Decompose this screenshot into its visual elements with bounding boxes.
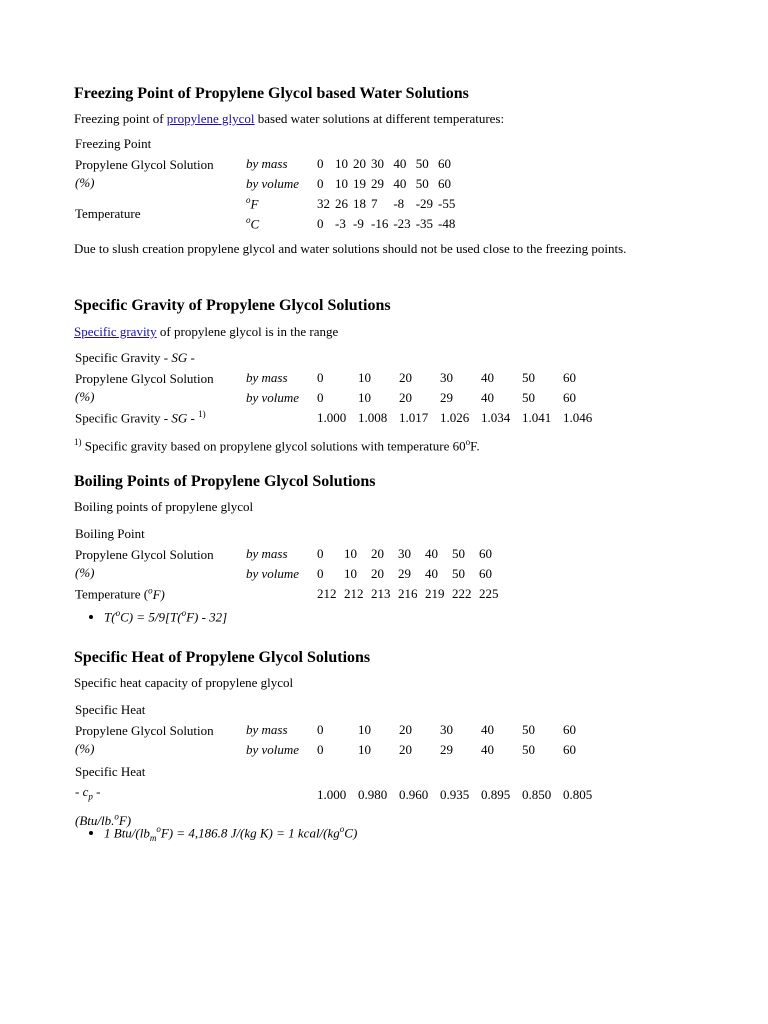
temp-c-cell: 0 xyxy=(317,216,324,231)
volume-cell: 20 xyxy=(371,566,384,581)
conversion-formula: • T($^o$C) = 5/9[T($^o$F) - 32] xyxy=(104,608,227,625)
specific-heat-label: Specific Heat - $c_p$ - (Btu/lb.$^o$F) xyxy=(75,764,146,828)
temp-cell: 219 xyxy=(425,586,445,601)
mass-cell: 0 xyxy=(317,370,324,385)
mass-cell: 40 xyxy=(425,546,438,561)
volume-cell: 19 xyxy=(353,176,366,191)
gravity-heading: Specific Gravity of Propylene Glycol Solutions xyxy=(74,297,391,314)
unit-conversion-formula: • 1 Btu/$(lb_m^oF) = 4,186.8$ J/(kg K) = 1 kcal/$(kg^oC)$ xyxy=(104,824,357,843)
by-mass-label: by mass xyxy=(246,722,288,737)
heat-table xyxy=(74,700,603,831)
mass-cell: 30 xyxy=(440,370,453,385)
by-mass-label: by mass xyxy=(246,546,288,561)
volume-cell: 29 xyxy=(440,390,453,405)
mass-cell: 50 xyxy=(522,370,535,385)
mass-cell: 60 xyxy=(438,156,452,171)
volume-cell: 0 xyxy=(317,390,324,405)
by-volume-label: by volume xyxy=(246,176,300,191)
mass-cell: 20 xyxy=(399,370,412,385)
mass-cell: 60 xyxy=(563,370,576,385)
mass-cell: 50 xyxy=(415,156,429,171)
volume-cell: 50 xyxy=(415,176,429,191)
sg-cell: 1.041 xyxy=(522,410,552,425)
table-title: Specific Heat xyxy=(75,702,146,717)
mass-cell: 60 xyxy=(563,722,576,737)
specific-gravity-link[interactable]: Specific gravity xyxy=(74,324,157,339)
volume-cell: 60 xyxy=(563,742,576,757)
row-label: Propylene Glycol Solution (%) xyxy=(75,157,214,190)
mass-cell: 10 xyxy=(344,546,357,561)
mass-cell: 20 xyxy=(353,156,366,171)
temperature-label: Temperature ($^o$F) xyxy=(75,585,165,602)
mass-cell: 30 xyxy=(440,722,453,737)
temp-f-cell: -8 xyxy=(393,196,405,211)
volume-cell: 20 xyxy=(399,390,412,405)
sg-cell: 1.046 xyxy=(563,410,593,425)
temp-f-cell: 32 xyxy=(317,196,330,211)
gravity-table xyxy=(74,348,603,428)
volume-cell: 40 xyxy=(481,390,494,405)
gravity-intro xyxy=(74,323,338,341)
volume-cell: 50 xyxy=(452,566,465,581)
intro-text-post: based water solutions at different temperatures: xyxy=(254,111,505,126)
mass-cell: 10 xyxy=(335,156,348,171)
intro-text: Freezing point of xyxy=(74,111,167,126)
mass-cell: 10 xyxy=(358,370,371,385)
mass-cell: 20 xyxy=(371,546,384,561)
by-volume-label: by volume xyxy=(246,566,300,581)
boiling-table xyxy=(74,524,505,604)
mass-cell: 60 xyxy=(479,546,492,561)
volume-cell: 0 xyxy=(317,176,324,191)
volume-cell: 0 xyxy=(317,742,324,757)
sg-cell: 1.008 xyxy=(358,410,388,425)
volume-cell: 40 xyxy=(425,566,438,581)
sg-cell: 1.026 xyxy=(440,410,470,425)
mass-cell: 0 xyxy=(317,722,324,737)
temp-f-cell: -55 xyxy=(438,196,456,211)
temp-cell: 212 xyxy=(317,586,337,601)
volume-cell: 0 xyxy=(317,566,324,581)
freezing-note: Due to slush creation propylene glycol and water solutions should not be used close to the freezing points. xyxy=(74,241,627,256)
mass-cell: 50 xyxy=(522,722,535,737)
unit-fahrenheit: $^o$F xyxy=(246,195,259,212)
mass-cell: 0 xyxy=(317,546,324,561)
heat-formula-list xyxy=(74,824,357,843)
volume-cell: 50 xyxy=(522,390,535,405)
boiling-intro: Boiling points of propylene glycol xyxy=(74,499,254,514)
temp-c-cell: -23 xyxy=(393,216,411,231)
by-volume-label: by volume xyxy=(246,390,300,405)
temp-cell: 213 xyxy=(371,586,391,601)
mass-cell: 0 xyxy=(317,156,324,171)
gravity-footnote: $^{1)}$ Specific gravity based on propylene glycol solutions with temperature 60$^o$F. xyxy=(74,437,480,454)
mass-cell: 10 xyxy=(358,722,371,737)
temperature-label: Temperature xyxy=(75,206,141,221)
intro-text-post: of propylene glycol is in the range xyxy=(156,324,339,339)
mass-cell: 30 xyxy=(371,156,384,171)
volume-cell: 29 xyxy=(371,176,384,191)
temp-cell: 225 xyxy=(479,586,499,601)
temp-c-cell: -48 xyxy=(438,216,456,231)
temp-cell: 222 xyxy=(452,586,472,601)
volume-cell: 40 xyxy=(481,742,494,757)
freezing-intro xyxy=(74,110,504,128)
heat-cell: 1.000 xyxy=(317,787,347,803)
volume-cell: 60 xyxy=(563,390,576,405)
mass-cell: 30 xyxy=(398,546,411,561)
volume-cell: 10 xyxy=(344,566,357,581)
temp-c-cell: -9 xyxy=(353,216,364,231)
volume-cell: 50 xyxy=(522,742,535,757)
heat-cell: 0.980 xyxy=(358,787,388,803)
table-title: Specific Gravity - SG - xyxy=(75,350,195,365)
temp-cell: 216 xyxy=(398,586,418,601)
table-title: Boiling Point xyxy=(75,526,145,541)
freezing-heading: Freezing Point of Propylene Glycol based Water Solutions xyxy=(74,85,469,102)
volume-cell: 29 xyxy=(440,742,453,757)
heat-heading: Specific Heat of Propylene Glycol Solutions xyxy=(74,649,371,666)
table-title: Freezing Point xyxy=(75,136,152,151)
row-label: Propylene Glycol Solution (%) xyxy=(75,371,214,404)
by-mass-label: by mass xyxy=(246,156,288,171)
by-mass-label: by mass xyxy=(246,370,288,385)
mass-cell: 40 xyxy=(393,156,407,171)
temp-c-cell: -3 xyxy=(335,216,346,231)
temp-c-cell: -16 xyxy=(371,216,389,231)
boiling-formula-list xyxy=(74,608,227,625)
freezing-table xyxy=(74,134,459,234)
unit-celsius: $^o$C xyxy=(246,215,260,232)
heat-cell: 0.935 xyxy=(440,787,470,803)
mass-cell: 40 xyxy=(481,722,494,737)
temp-f-cell: -29 xyxy=(415,196,434,211)
volume-cell: 10 xyxy=(335,176,348,191)
volume-cell: 20 xyxy=(399,742,412,757)
heat-cell: 0.895 xyxy=(481,787,511,803)
propylene-glycol-link[interactable]: propylene glycol xyxy=(166,111,255,126)
row-label: Propylene Glycol Solution (%) xyxy=(75,547,214,580)
heat-intro: Specific heat capacity of propylene glycol xyxy=(74,675,294,690)
volume-cell: 60 xyxy=(479,566,492,581)
sg-cell: 1.017 xyxy=(399,410,429,425)
heat-cell: 0.960 xyxy=(399,787,429,803)
mass-cell: 50 xyxy=(452,546,465,561)
temp-f-cell: 26 xyxy=(335,196,348,211)
boiling-heading: Boiling Points of Propylene Glycol Solutions xyxy=(74,473,376,490)
sg-label: Specific Gravity - SG - $^{1)}$ xyxy=(75,409,206,426)
temp-f-cell: 7 xyxy=(371,196,378,211)
row-label: Propylene Glycol Solution (%) xyxy=(75,723,214,756)
temp-cell: 212 xyxy=(344,586,364,601)
temp-f-cell: 18 xyxy=(353,196,366,211)
volume-cell: 29 xyxy=(398,566,411,581)
by-volume-label: by volume xyxy=(246,742,300,757)
sg-cell: 1.034 xyxy=(481,410,511,425)
volume-cell: 10 xyxy=(358,390,371,405)
volume-cell: 10 xyxy=(358,742,371,757)
volume-cell: 60 xyxy=(438,176,452,191)
mass-cell: 20 xyxy=(399,722,412,737)
mass-cell: 40 xyxy=(481,370,494,385)
heat-cell: 0.850 xyxy=(522,787,552,803)
volume-cell: 40 xyxy=(393,176,407,191)
sg-cell: 1.000 xyxy=(317,410,347,425)
temp-c-cell: -35 xyxy=(415,216,434,231)
heat-cell: 0.805 xyxy=(563,787,593,803)
